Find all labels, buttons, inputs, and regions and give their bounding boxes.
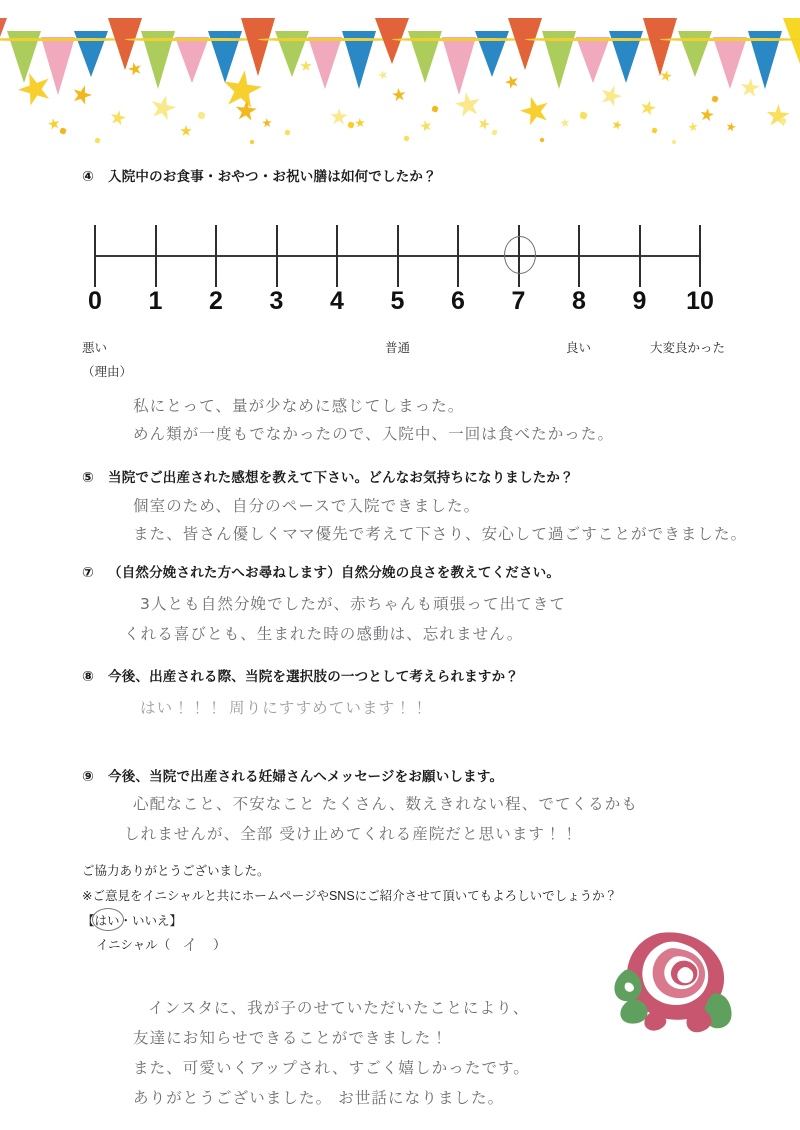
star-icon — [147, 92, 179, 124]
confetti-speck — [403, 135, 409, 141]
initial-label-close: ） — [213, 938, 226, 952]
scale-selected-circle-mark — [504, 236, 536, 274]
scale-anchor-bad: 悪い — [82, 341, 108, 355]
answer-8-line-1: はい！！！ 周りにすすめています！！ — [140, 699, 429, 717]
question-9-text: 今後、当院で出産される妊婦さんへメッセージをお願いします。 — [108, 769, 504, 784]
star-icon — [234, 99, 258, 123]
question-5-number: ⑤ — [82, 469, 95, 485]
confetti-speck — [491, 129, 497, 135]
scale-tick-5[interactable] — [397, 225, 399, 287]
initial-label-text: イニシャル（ — [96, 938, 171, 952]
scale-tick-6[interactable] — [457, 225, 459, 287]
star-icon — [377, 69, 390, 82]
star-icon — [419, 119, 433, 133]
initial-label — [96, 935, 226, 953]
star-icon — [597, 82, 625, 110]
question-9 — [82, 765, 503, 785]
consent-yes-circle-mark — [92, 908, 124, 931]
star-icon — [699, 107, 715, 123]
confetti-speck — [59, 127, 67, 135]
closing-line-1: インスタに、我が子のせていただいたことにより、 — [148, 999, 530, 1017]
star-icon — [70, 83, 95, 108]
confetti-speck — [284, 129, 290, 135]
star-icon — [476, 116, 491, 131]
confetti-speck — [539, 137, 544, 142]
rose-illustration — [598, 925, 758, 1060]
scale-tick-label-7[interactable]: 7 — [511, 287, 526, 315]
scale-tick-label-6[interactable]: 6 — [451, 287, 465, 315]
star-icon — [47, 117, 61, 131]
scale-tick-label-3[interactable]: 3 — [269, 287, 284, 315]
answer-4-line-1: 私にとって、量が少なめに感じてしまった。 — [133, 397, 465, 415]
scale-tick-0[interactable] — [94, 225, 96, 287]
star-icon — [739, 77, 761, 99]
scale-anchor-very-good: 大変良かった — [650, 341, 726, 355]
answer-5-line-2: また、皆さん優しくママ優先で考えて下さり、安心して過ごすことができました。 — [133, 525, 748, 543]
star-icon — [180, 125, 192, 137]
star-icon — [330, 108, 349, 127]
confetti-speck — [94, 137, 100, 143]
scale-tick-label-4[interactable]: 4 — [330, 287, 344, 315]
scale-tick-label-1[interactable]: 1 — [148, 287, 163, 315]
scale-anchor-normal: 普通 — [385, 341, 411, 355]
question-7 — [82, 561, 560, 581]
star-icon — [638, 98, 658, 118]
scale-tick-label-5[interactable]: 5 — [390, 287, 405, 315]
scale-tick-label-0[interactable]: 0 — [88, 287, 102, 315]
star-icon — [516, 92, 553, 129]
confetti-speck — [711, 95, 719, 103]
star-icon — [13, 67, 57, 111]
question-9-number: ⑨ — [82, 768, 95, 784]
confetti-speck — [249, 139, 254, 144]
confetti-speck — [779, 117, 787, 125]
scale-tick-label-9[interactable]: 9 — [632, 287, 647, 315]
rose-icon — [598, 925, 758, 1060]
question-8-text: 今後、出産される際、当院を選択肢の一つとして考えられますか？ — [108, 669, 519, 684]
scale-tick-1[interactable] — [155, 225, 157, 287]
scale-tick-label-8[interactable]: 8 — [572, 287, 586, 315]
star-icon — [391, 87, 407, 103]
star-confetti — [0, 0, 800, 120]
star-icon — [262, 118, 273, 129]
question-5-text: 当院でご出産された感想を教えて下さい。どんなお気持ちになりましたか？ — [108, 470, 574, 485]
question-5 — [82, 466, 574, 486]
star-icon — [126, 60, 143, 77]
scale-tick-8[interactable] — [578, 225, 580, 287]
initial-value: イ — [182, 936, 199, 954]
rating-scale-0-10[interactable] — [88, 225, 714, 315]
star-icon — [560, 118, 571, 129]
scale-tick-9[interactable] — [639, 225, 641, 287]
scale-anchor-good: 良い — [566, 341, 592, 355]
question-8 — [82, 665, 519, 685]
confetti-speck — [579, 111, 588, 120]
reason-label: （理由） — [82, 365, 133, 379]
star-icon — [109, 109, 128, 128]
answer-5-line-1: 個室のため、自分のペースで入院できました。 — [133, 497, 481, 515]
answer-4-line-2: めん類が一度もでなかったので、入院中、一回は食べたかった。 — [133, 425, 615, 443]
answer-9-line-2: しれませんが、全部 受け止めてくれる産院だと思います！！ — [124, 825, 579, 843]
question-7-number: ⑦ — [82, 564, 95, 580]
bunting-decoration — [0, 0, 800, 150]
question-4 — [82, 165, 437, 185]
star-icon — [611, 119, 623, 131]
star-icon — [219, 67, 264, 112]
star-icon — [765, 103, 790, 128]
scale-tick-3[interactable] — [276, 225, 278, 287]
star-icon — [355, 118, 366, 129]
star-icon — [659, 69, 673, 83]
answer-7-line-2: くれる喜びとも、生まれた時の感動は、忘れません。 — [124, 625, 524, 643]
question-8-number: ⑧ — [82, 668, 95, 684]
scale-tick-label-2[interactable]: 2 — [209, 287, 223, 315]
closing-line-4: ありがとうございました。 お世話になりました。 — [133, 1089, 505, 1107]
star-icon — [453, 90, 483, 120]
confetti-speck — [347, 121, 355, 129]
star-icon — [503, 73, 521, 91]
closing-line-2: 友達にお知らせできることができました！ — [133, 1029, 448, 1047]
scale-tick-10[interactable] — [699, 225, 701, 287]
consent-options[interactable]: 【はい・いいえ】 — [82, 914, 183, 928]
scale-tick-label-10[interactable]: 10 — [686, 287, 714, 315]
question-7-text: （自然分娩された方へお尋ねします）自然分娩の良さを教えてください。 — [108, 565, 561, 580]
confetti-speck — [651, 127, 657, 133]
thanks-line: ご協力ありがとうございました。 — [82, 864, 270, 878]
star-icon — [300, 60, 312, 72]
answer-7-line-1: 3人とも自然分娩でしたが、赤ちゃんも頑張って出てきて — [140, 595, 566, 613]
scale-tick-4[interactable] — [336, 225, 338, 287]
question-4-number: ④ — [82, 168, 95, 184]
confetti-speck — [197, 111, 206, 120]
star-icon — [725, 121, 737, 133]
scale-tick-2[interactable] — [215, 225, 217, 287]
confetti-speck — [431, 105, 439, 113]
consent-question: ※ご意見をイニシャルと共にホームページやSNSにご紹介させて頂いてもよろしいでしょうか？ — [82, 889, 618, 903]
question-4-text: 入院中のお食事・おやつ・お祝い膳は如何でしたか？ — [108, 169, 437, 184]
star-icon — [687, 121, 698, 132]
closing-line-3: また、可愛いくアップされ、すごく嬉しかったです。 — [133, 1059, 531, 1077]
answer-9-line-1: 心配なこと、不安なこと たくさん、数えきれない程、でてくるかも — [133, 795, 638, 813]
confetti-speck — [671, 139, 676, 144]
